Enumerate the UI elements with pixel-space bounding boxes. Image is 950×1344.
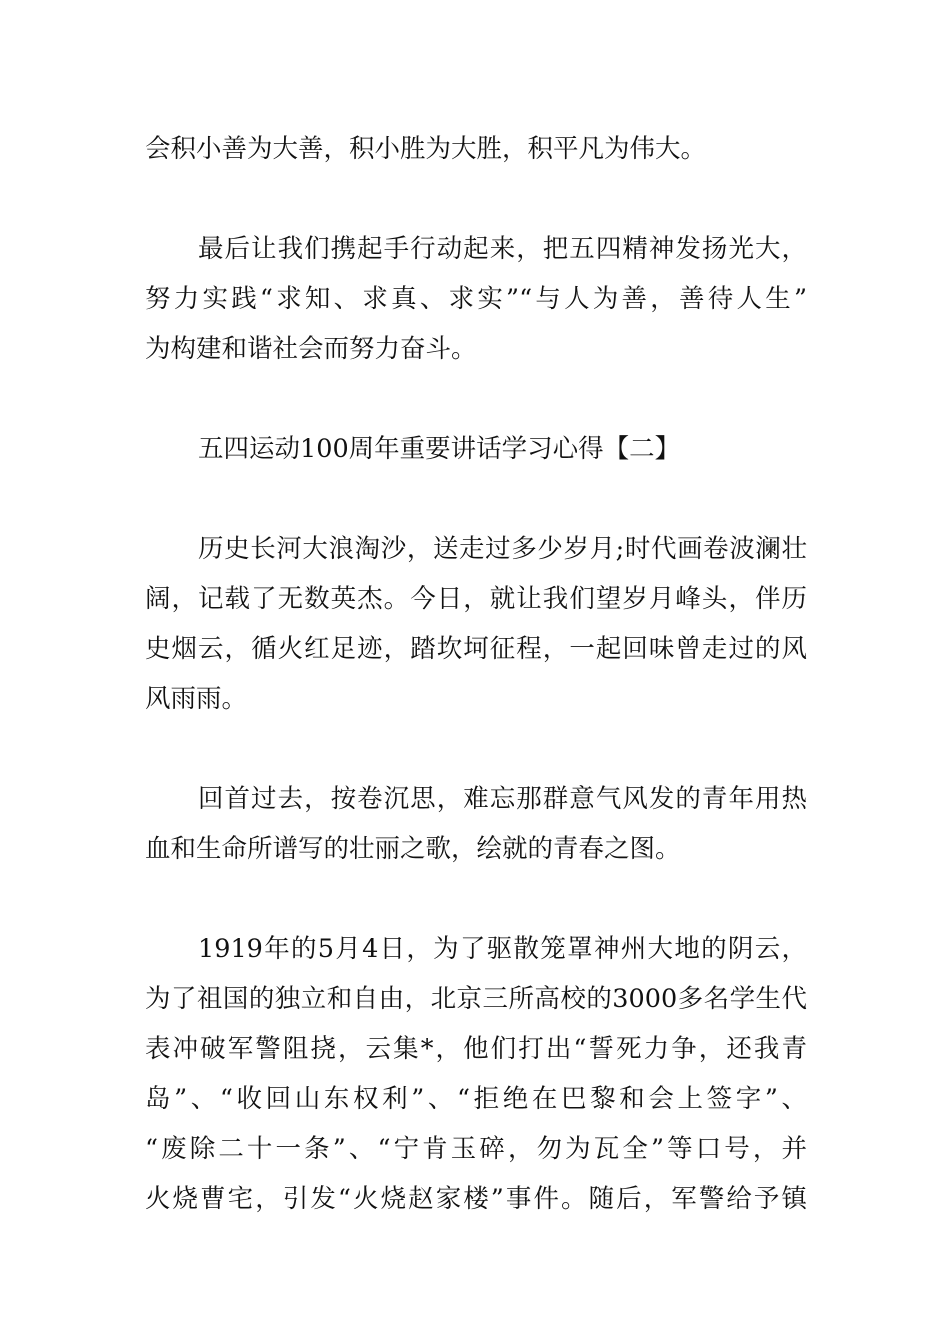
text-line: 最后让我们携起手行动起来，把五四精神发扬光大，	[198, 234, 807, 264]
text-line: 岛”、“收回山东权利”、“拒绝在巴黎和会上签字”、	[145, 1084, 807, 1114]
text-line: 表冲破军警阻挠，云集*，他们打出“誓死力争，还我青	[145, 1034, 807, 1064]
document-page	[145, 0, 810, 1344]
text-line: 会积小善为大善，积小胜为大胜，积平凡为伟大。	[145, 134, 707, 164]
text-line: 为构建和谐社会而努力奋斗。	[145, 334, 477, 364]
text-line: 火烧曹宅，引发“火烧赵家楼”事件。随后，军警给予镇	[145, 1184, 807, 1214]
text-line: 回首过去，按卷沉思，难忘那群意气风发的青年用热	[198, 784, 807, 814]
text-line: 历史长河大浪淘沙，送走过多少岁月;时代画卷波澜壮	[198, 534, 807, 564]
text-line: 1919年的5月4日，为了驱散笼罩神州大地的阴云，	[198, 934, 807, 964]
text-line: 阔，记载了无数英杰。今日，就让我们望岁月峰头，伴历	[145, 584, 807, 614]
heading-text: 五四运动100周年重要讲话学习心得【二】	[198, 434, 681, 464]
text-line: 为了祖国的独立和自由，北京三所高校的3000多名学生代	[145, 984, 807, 1014]
text-line: 血和生命所谱写的壮丽之歌，绘就的青春之图。	[145, 834, 681, 864]
text-line: “废除二十一条”、“宁肯玉碎，勿为瓦全”等口号，并	[145, 1134, 807, 1164]
text-line: 风雨雨。	[145, 684, 248, 714]
text-line: 史烟云，循火红足迹，踏坎坷征程，一起回味曾走过的风	[145, 634, 807, 664]
text-line: 努力实践“求知、求真、求实”“与人为善，善待人生”	[145, 284, 807, 314]
